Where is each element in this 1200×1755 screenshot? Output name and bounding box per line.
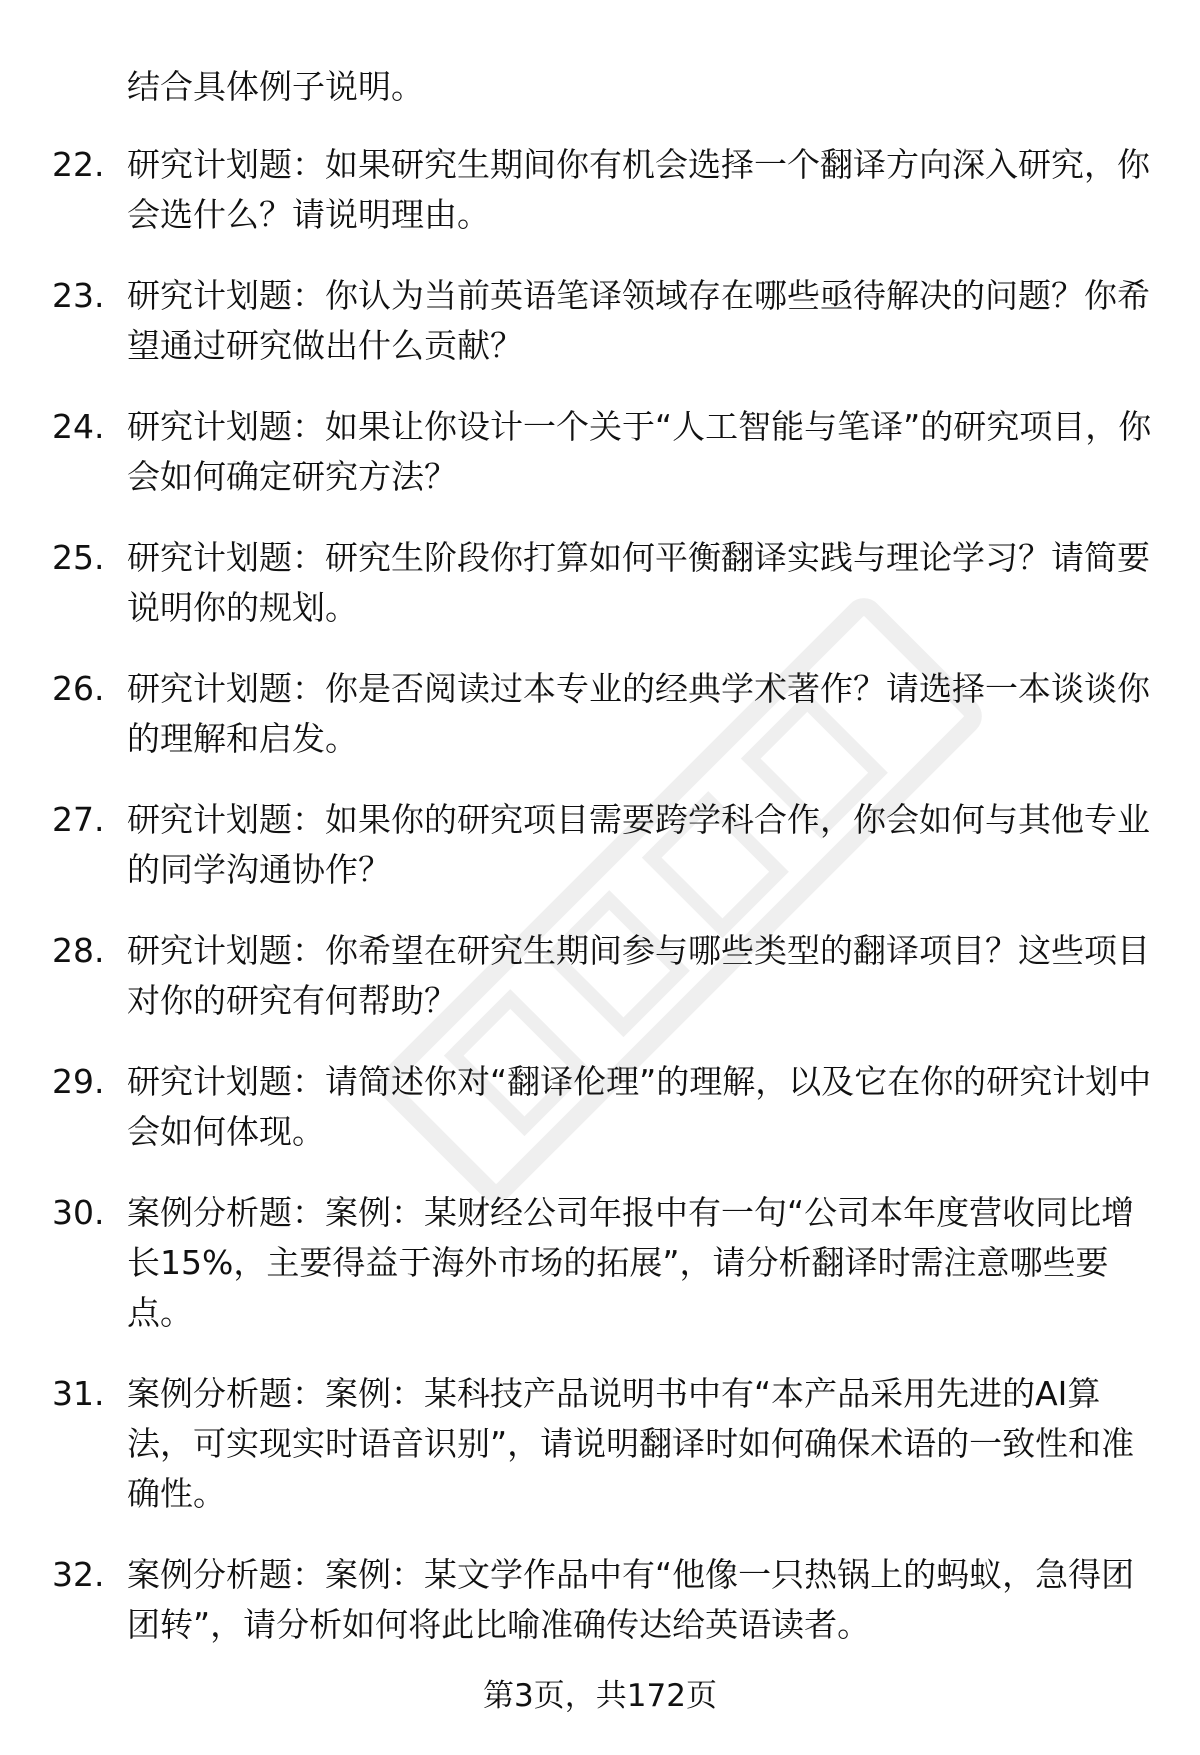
question-item	[52, 402, 1152, 502]
question-item	[52, 1369, 1152, 1519]
question-text: 案例分析题：案例：某文学作品中有“他像一只热锅上的蚂蚁，急得团团转”，请分析如何将此比喻准确传达给英语读者。	[127, 1555, 1135, 1644]
question-number: 29.	[52, 1062, 105, 1101]
question-number: 28.	[52, 931, 105, 970]
question-number: 26.	[52, 669, 105, 708]
question-number: 23.	[52, 276, 105, 315]
question-item	[52, 1550, 1152, 1650]
question-text: 研究计划题：研究生阶段你打算如何平衡翻译实践与理论学习？请简要说明你的规划。	[127, 538, 1150, 627]
question-text: 研究计划题：请简述你对“翻译伦理”的理解，以及它在你的研究计划中会如何体现。	[127, 1062, 1152, 1151]
question-number: 27.	[52, 800, 105, 839]
question-item	[52, 926, 1152, 1026]
question-number: 24.	[52, 407, 105, 446]
question-text: 研究计划题：如果你的研究项目需要跨学科合作，你会如何与其他专业的同学沟通协作？	[127, 800, 1150, 889]
question-text: 研究计划题：你希望在研究生期间参与哪些类型的翻译项目？这些项目对你的研究有何帮助？	[127, 931, 1150, 1020]
question-text: 研究计划题：你是否阅读过本专业的经典学术著作？请选择一本谈谈你的理解和启发。	[127, 669, 1150, 758]
question-text: 案例分析题：案例：某科技产品说明书中有“本产品采用先进的AI算法，可实现实时语音识别”，请说明翻译时如何确保术语的一致性和准确性。	[127, 1374, 1135, 1513]
question-text: 研究计划题：你认为当前英语笔译领域存在哪些亟待解决的问题？你希望通过研究做出什么贡献？	[127, 276, 1150, 365]
page-number-footer: 第3页，共172页	[483, 1678, 717, 1714]
question-number: 25.	[52, 538, 105, 577]
question-list	[52, 62, 1152, 1681]
question-text: 研究计划题：如果研究生期间你有机会选择一个翻译方向深入研究，你会选什么？请说明理由。	[127, 145, 1150, 234]
question-text: 研究计划题：如果让你设计一个关于“人工智能与笔译”的研究项目，你会如何确定研究方法？	[127, 407, 1152, 496]
question-number: 22.	[52, 145, 105, 184]
question-item	[52, 271, 1152, 371]
question-item	[52, 533, 1152, 633]
question-item	[52, 664, 1152, 764]
question-number: 30.	[52, 1193, 105, 1232]
question-item	[52, 1057, 1152, 1157]
continued-text: 结合具体例子说明。	[127, 67, 424, 106]
question-number: 32.	[52, 1555, 105, 1594]
question-number: 31.	[52, 1374, 105, 1413]
question-item	[52, 795, 1152, 895]
question-item	[52, 140, 1152, 240]
question-text: 案例分析题：案例：某财经公司年报中有一句“公司本年度营收同比增长15%，主要得益于海外市场的拓展”，请分析翻译时需注意哪些要点。	[127, 1193, 1135, 1332]
question-item	[52, 1188, 1152, 1338]
